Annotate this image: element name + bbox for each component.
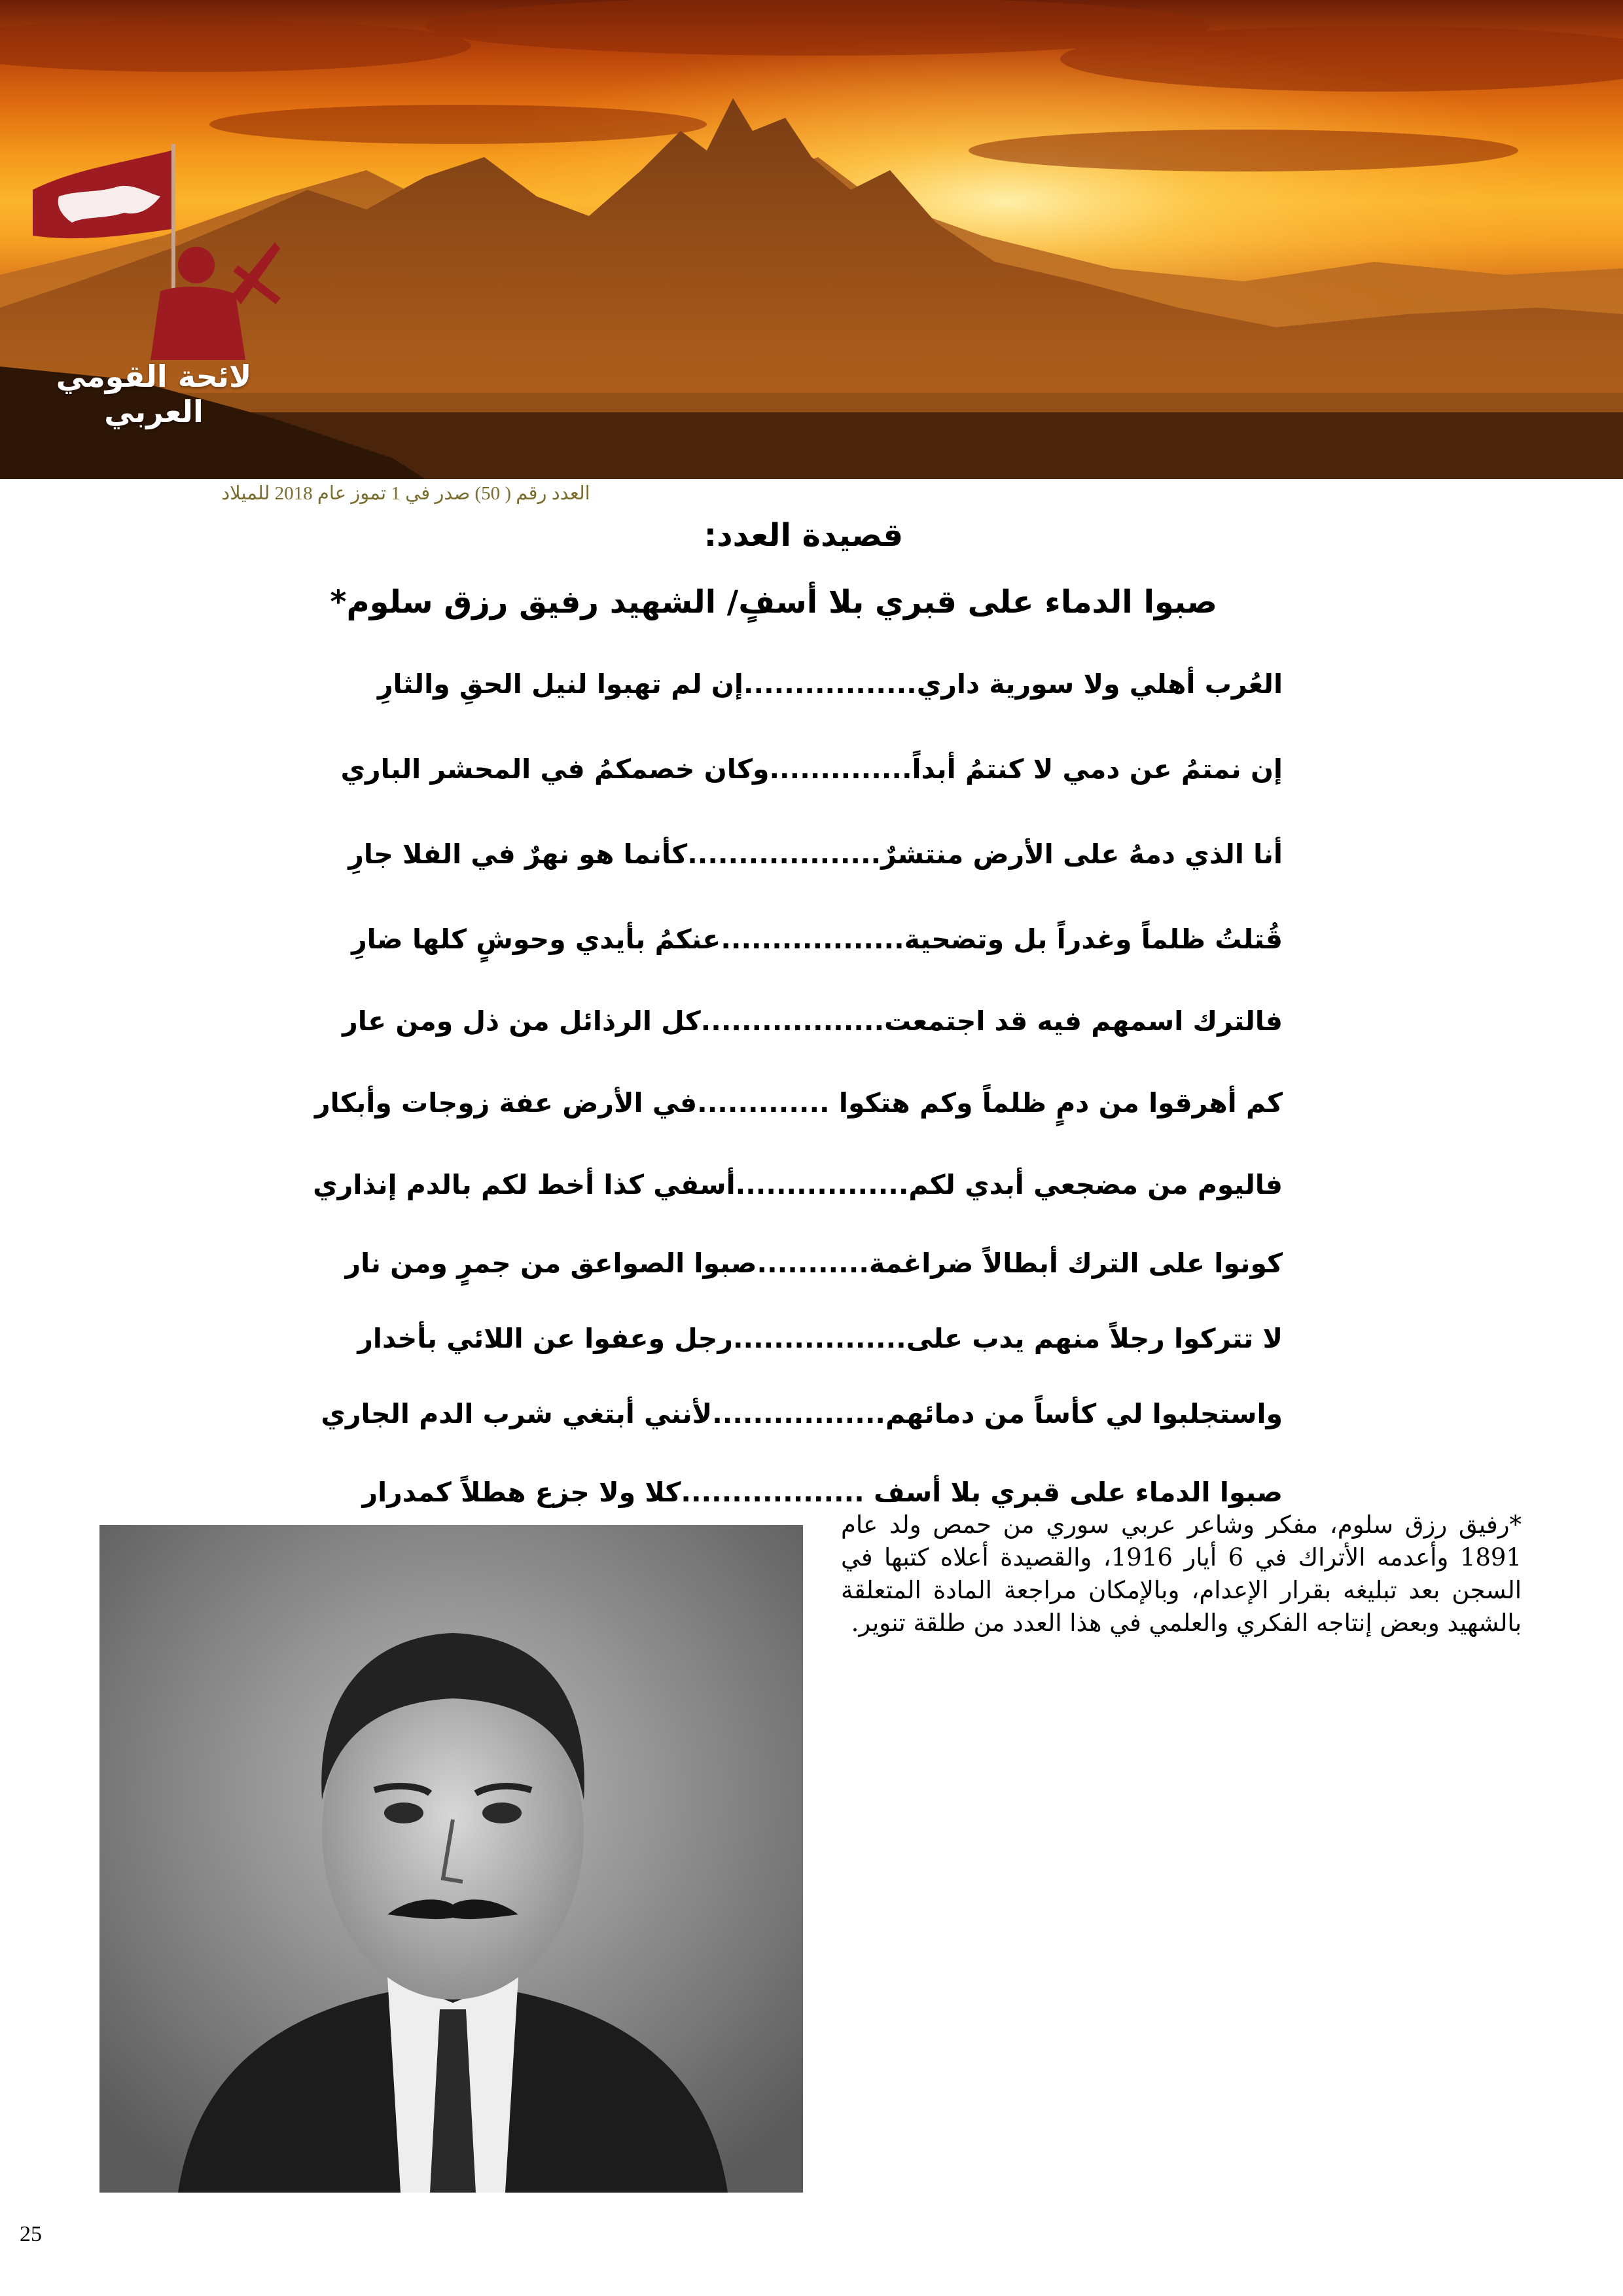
verse	[327, 1240, 1283, 1286]
verse-first-hemistich: لا تتركوا رجلاً منهم يدب على.................	[732, 1323, 1283, 1354]
verse-first-hemistich: إن نمتمُ عن دمي لا كنتمُ أبداً..............	[769, 753, 1283, 785]
portrait-photo	[99, 1525, 803, 2193]
verse-second-hemistich: أسفي كذا أخط لكم بالدم إنذاري	[313, 1169, 736, 1200]
verse	[327, 746, 1283, 792]
verse-first-hemistich: كونوا على الترك أبطالاً ضراغمة...........	[757, 1247, 1283, 1279]
issue-line: العدد رقم ( 50) صدر في 1 تموز عام 2018 للميلاد	[221, 483, 590, 504]
verse	[315, 1080, 1283, 1126]
verse	[327, 831, 1283, 877]
verse	[321, 1391, 1283, 1437]
verse-second-hemistich: كل الرذائل من ذل ومن عار	[342, 1005, 701, 1037]
verse-second-hemistich: لأنني أبتغي شرب الدم الجاري	[321, 1398, 713, 1429]
verse-second-hemistich: صبوا الصواعق من جمرٍ ومن نار	[345, 1247, 757, 1279]
page-number: 25	[20, 2222, 42, 2246]
poem-title: صبوا الدماء على قبري بلا أسفٍ/ الشهيد رفيق رزق سلوم*	[330, 584, 1217, 620]
header-banner	[0, 0, 1623, 479]
verse	[313, 1162, 1283, 1208]
verse-second-hemistich: كأنما هو نهرٌ في الفلا جارِ	[348, 838, 688, 870]
verse-first-hemistich: فاليوم من مضجعي أبدي لكم.................	[735, 1169, 1283, 1200]
verse-first-hemistich: صبوا الدماء على قبري بلا أسف ..................	[681, 1477, 1283, 1508]
footnote-biography: *رفيق رزق سلوم، مفكر وشاعر عربي سوري من حمص ولد عام 1891 وأعدمه الأتراك في 6 أيار 1916، والقصيدة أعلاه كتبها في السجن بعد تبليغه بقرار الإعدام، وبالإمكان مراجعة المادة المتعلقة بالشهيد وبعض إنتاجه الفكري والعلمي في هذا العدد من طلقة تنوير.	[841, 1511, 1522, 1637]
verse	[327, 1316, 1283, 1361]
flag-bearer-logo-icon	[20, 137, 281, 360]
logo-text: لائحة القومي العربي	[56, 359, 252, 429]
verse-second-hemistich: وكان خصمكمُ في المحشر الباري	[340, 753, 770, 785]
verse-second-hemistich: في الأرض عفة زوجات وأبكار	[315, 1087, 698, 1119]
poem-label: قصيدة العدد:	[704, 517, 903, 554]
verse-first-hemistich: العُرب أهلي ولا سورية داري.................	[743, 668, 1283, 700]
verse-first-hemistich: فالترك اسمهم فيه قد اجتمعت..................	[700, 1005, 1283, 1037]
verse-second-hemistich: كلا ولا جزع هطلاً كمدرار	[362, 1477, 681, 1508]
verse-first-hemistich: قُتلتُ ظلماً وغدراً بل وتضحية..................	[721, 924, 1283, 955]
verse-first-hemistich: كم أهرقوا من دمٍ ظلماً وكم هتكوا .............	[697, 1087, 1283, 1119]
verse	[327, 998, 1283, 1044]
verse-second-hemistich: رجل وعفوا عن اللائي بأخدار	[357, 1323, 733, 1354]
verse-first-hemistich: أنا الذي دمهُ على الأرض منتشرٌ...................	[687, 838, 1283, 870]
verse-second-hemistich: عنكمُ بأيدي وحوشٍ كلها ضارِ	[351, 924, 721, 955]
verse-first-hemistich: واستجلبوا لي كأساً من دمائهم.................	[712, 1398, 1283, 1429]
verse-second-hemistich: إن لم تهبوا لنيل الحقِ والثارِ	[377, 668, 743, 700]
verse	[327, 661, 1283, 707]
verse	[327, 916, 1283, 962]
portrait-image	[99, 1525, 803, 2193]
